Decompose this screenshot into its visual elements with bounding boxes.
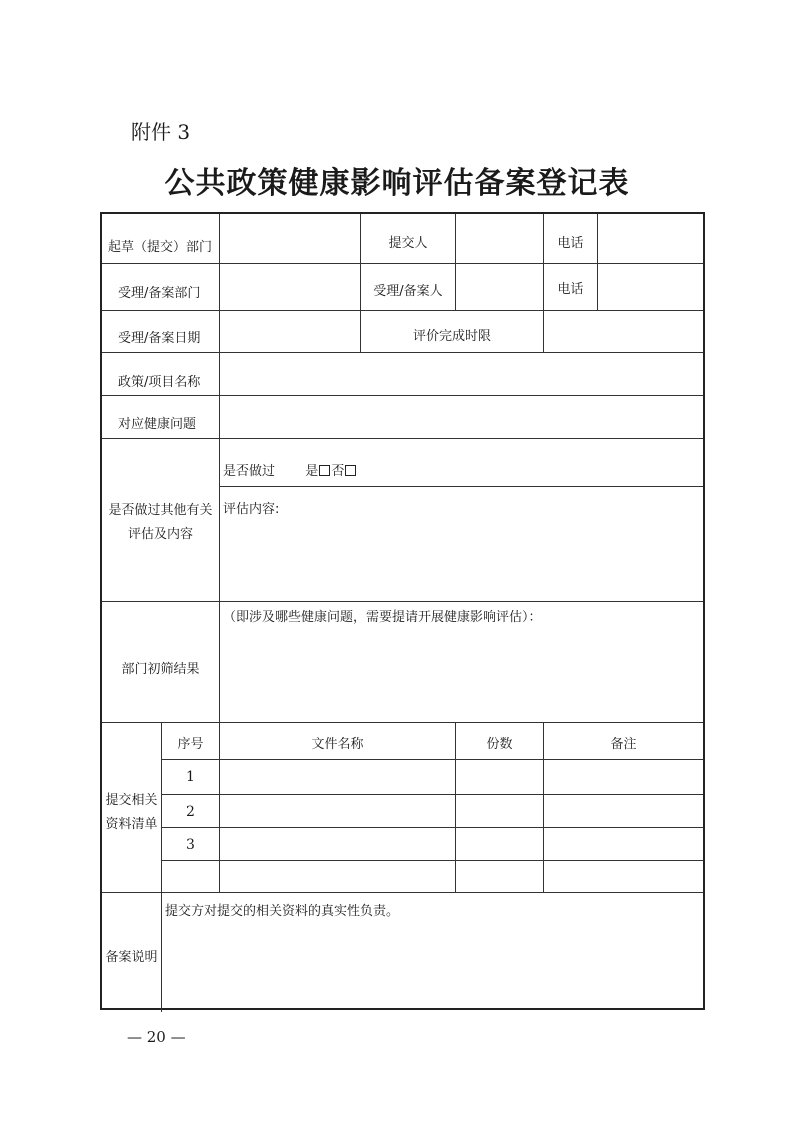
filing-note-field[interactable] [162, 918, 703, 1010]
registration-form [100, 212, 705, 1010]
filing-date-field[interactable] [220, 311, 360, 352]
filing-note-text: 提交方对提交的相关资料的真实性负责。 [165, 904, 400, 919]
phone-field[interactable] [598, 264, 703, 310]
filing-person-field[interactable] [456, 264, 543, 310]
submitter-label: 提交人 [388, 236, 428, 251]
yes-checkbox[interactable] [319, 465, 330, 476]
filing-note-label: 备案说明 [105, 950, 158, 965]
row-divider [102, 438, 703, 439]
eval-done-question [223, 460, 357, 479]
phone-label: 电话 [557, 236, 584, 251]
row-divider [102, 892, 703, 893]
screening-prompt: （即涉及哪些健康问题，需要提请开展健康影响评估）： [223, 610, 542, 625]
row-number: 3 [186, 837, 195, 853]
filing-date-label: 受理/备案日期 [118, 331, 201, 346]
no-checkbox[interactable] [345, 465, 356, 476]
eval-done-label: 是否做过 [223, 464, 276, 479]
row-divider [161, 759, 703, 760]
col-header-note: 备注 [610, 737, 637, 752]
filing-dept-label: 受理/备案部门 [118, 286, 201, 301]
drafting-dept-field[interactable] [220, 214, 360, 263]
col-header-no: 序号 [177, 737, 204, 752]
row-number: 2 [186, 804, 195, 820]
row-number: 1 [186, 769, 195, 785]
phone-label: 电话 [557, 282, 584, 297]
health-issue-field[interactable] [220, 396, 703, 438]
page-number: — 20 — [127, 1028, 186, 1046]
deadline-label: 评价完成时限 [412, 329, 491, 344]
row-divider [161, 794, 703, 795]
drafting-dept-label: 起草（提交）部门 [108, 240, 213, 255]
policy-name-label: 政策/项目名称 [118, 375, 201, 390]
phone-field[interactable] [598, 214, 703, 263]
yes-option[interactable]: 是 [305, 464, 331, 479]
row-divider [102, 601, 703, 602]
policy-name-field[interactable] [220, 353, 703, 395]
col-header-name: 文件名称 [311, 737, 364, 752]
submitter-field[interactable] [456, 214, 543, 263]
row-divider [161, 827, 703, 828]
row-divider [161, 860, 703, 861]
page-title: 公共政策健康影响评估备案登记表 [164, 166, 630, 201]
attachment-label: 附件 3 [131, 120, 191, 144]
row-divider [219, 486, 703, 487]
screening-field[interactable] [220, 624, 703, 721]
materials-label: 提交相关资料清单 [105, 793, 158, 832]
deadline-field[interactable] [544, 311, 703, 352]
filing-person-label: 受理/备案人 [373, 284, 443, 299]
row-divider [102, 722, 703, 723]
health-issue-label: 对应健康问题 [118, 417, 197, 432]
other-eval-label: 是否做过其他有关评估及内容 [108, 503, 213, 542]
eval-content-field[interactable] [220, 514, 703, 600]
screening-label: 部门初筛结果 [121, 662, 200, 677]
eval-content-label: 评估内容: [223, 502, 280, 517]
filing-dept-field[interactable] [220, 264, 360, 310]
col-header-copies: 份数 [486, 737, 513, 752]
no-option[interactable]: 否 [331, 464, 357, 479]
